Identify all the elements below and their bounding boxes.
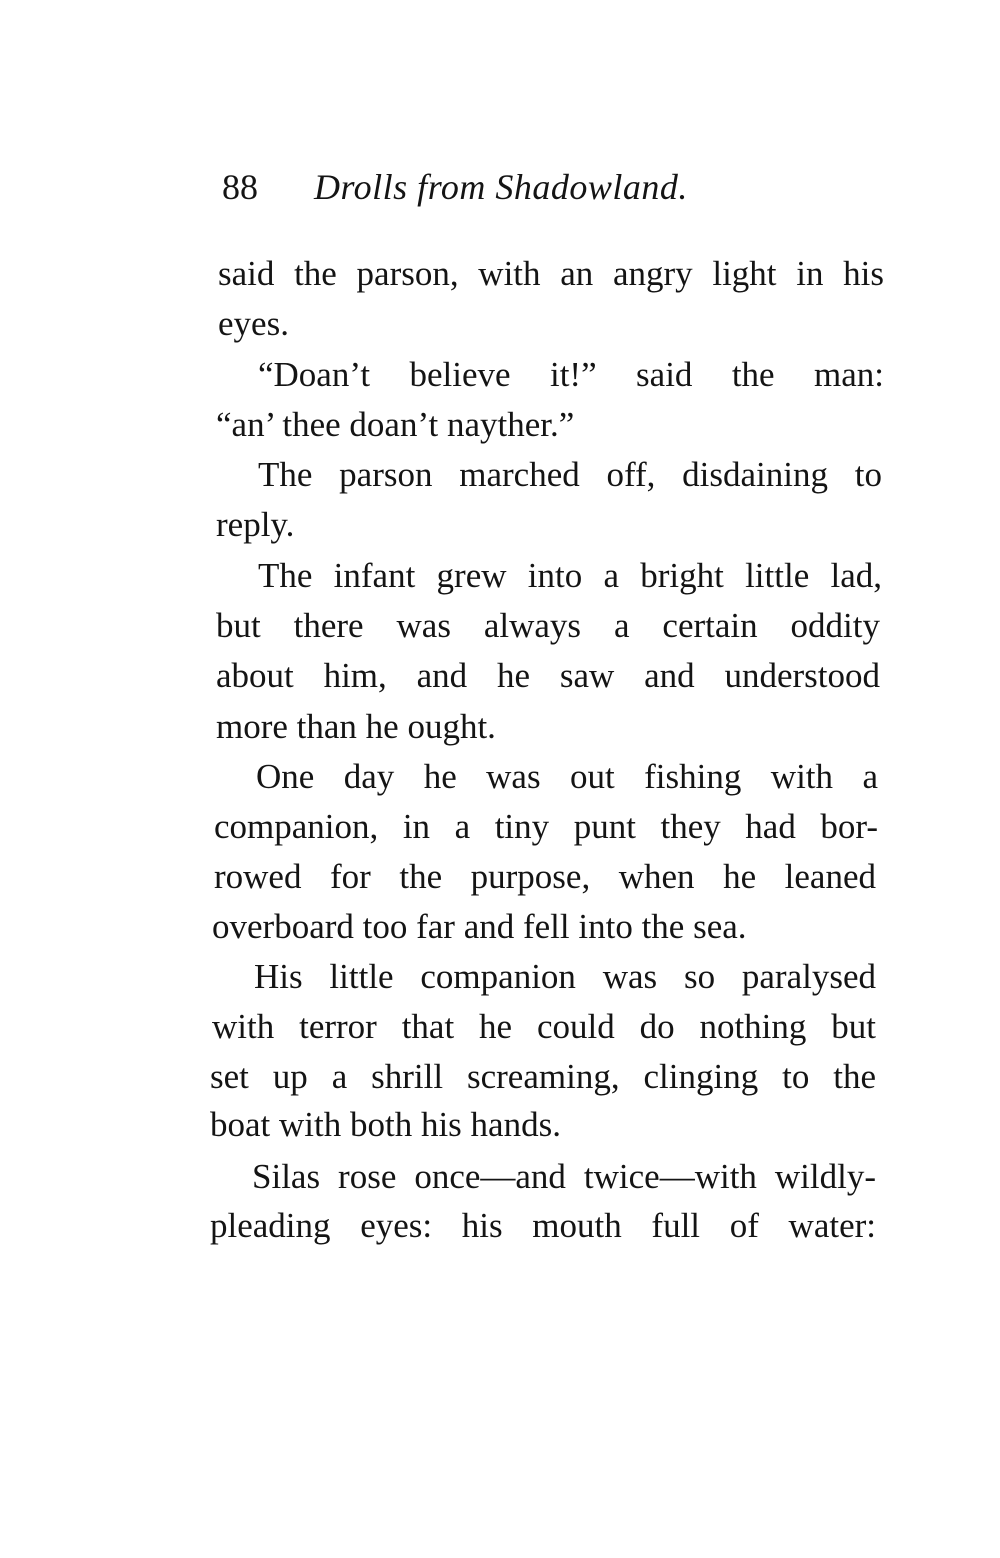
text-line: companion, in a tiny punt they had bor- [214, 807, 878, 846]
text-line: eyes. [218, 304, 289, 343]
text-line: One day he was out fishing with a [256, 757, 878, 796]
text-line: about him, and he saw and understood [216, 656, 880, 695]
text-line: rowed for the purpose, when he leaned [214, 857, 876, 896]
running-header [222, 162, 862, 212]
text-line: “Doan’t believe it!” said the man: [258, 355, 884, 394]
text-line: Silas rose once—and twice—with wildly- [252, 1157, 876, 1196]
text-line: but there was always a certain oddity [216, 606, 880, 645]
text-line: more than he ought. [216, 707, 496, 746]
text-line: The infant grew into a bright little lad, [258, 556, 882, 595]
text-line: with terror that he could do nothing but [212, 1007, 876, 1046]
running-title: Drolls from Shadowland. [314, 167, 688, 207]
text-line: pleading eyes: his mouth full of water: [210, 1206, 876, 1245]
text-line: boat with both his hands. [210, 1105, 561, 1144]
text-line: “an’ thee doan’t nayther.” [216, 405, 575, 444]
text-line: overboard too far and fell into the sea. [212, 907, 747, 946]
text-line: set up a shrill screaming, clinging to the [210, 1057, 876, 1096]
text-line: said the parson, with an angry light in his [218, 254, 884, 293]
text-line: His little companion was so paralysed [254, 957, 876, 996]
text-line: reply. [216, 505, 295, 544]
text-line: The parson marched off, disdaining to [258, 455, 882, 494]
page-number: 88 [222, 167, 258, 207]
